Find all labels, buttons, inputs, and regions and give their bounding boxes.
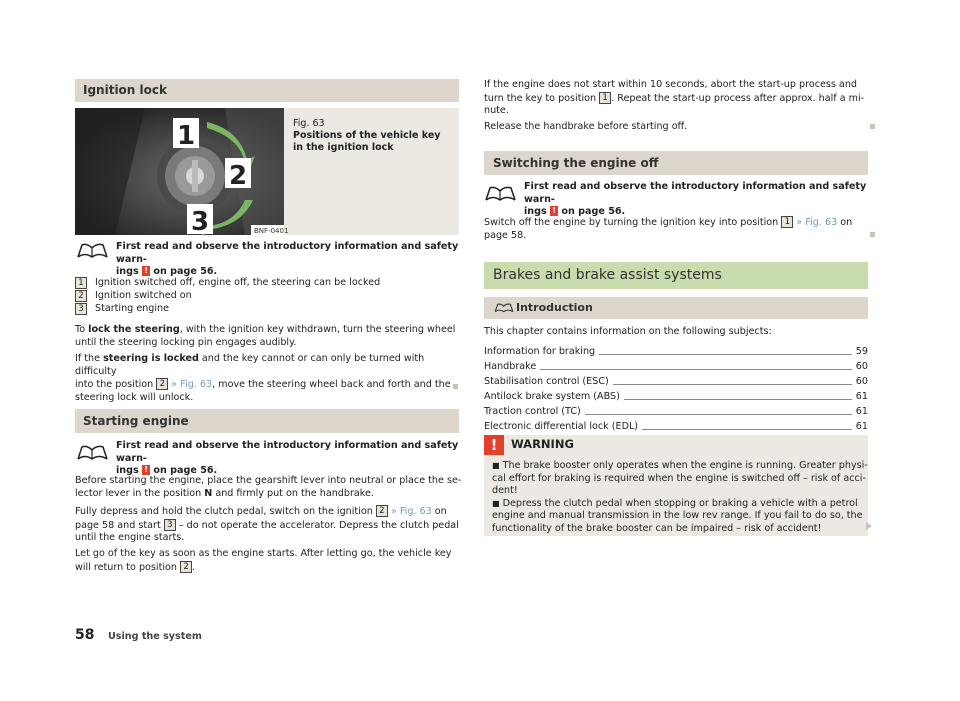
position-number: 2 [180,561,192,573]
list-text: Ignition switched off, engine off, the steering can be locked [95,277,381,288]
text: and the key cannot or can only be turned with difficulty [75,353,425,377]
bullet-icon: ■ [492,461,500,470]
paragraph-lock-steering [75,324,465,349]
text: page 58 and start [75,519,161,531]
list-item [75,277,460,290]
figure-caption [293,118,453,154]
warning-title: WARNING [511,437,574,451]
introduction-header [484,297,868,319]
photo-code: BNF-0401 [254,227,289,235]
marker-1: 1 [176,121,196,151]
list-item [75,303,460,316]
text: lector lever in the position [75,487,205,499]
toc-item[interactable] [484,418,868,433]
toc-label: Electronic differential lock (EDL) [484,421,639,432]
text-bold: N [204,487,213,499]
toc-label: Handbrake [484,361,537,372]
text: Let go of the key as soon as the engine starts. After letting go, the vehicle key [75,548,452,559]
text: . [192,561,196,573]
toc-leader [585,414,852,415]
text: cal effort for braking is required when the engine is switched off – risk of acci- [492,472,866,484]
text: – do not operate the accelerator. Depress the clutch pedal [175,519,459,531]
figure-link[interactable]: » Fig. 63 [390,506,432,517]
toc-leader [613,384,852,385]
section-title-starting-engine: Starting engine [75,409,459,433]
paragraph-start-procedure [75,505,465,545]
warning-bullets [492,460,868,535]
text: Depress the clutch pedal when stopping or braking a vehicle with a petrol [502,497,858,509]
warning-icon: ! [550,206,558,216]
position-number: 2 [156,378,168,390]
key-position-list [75,277,460,316]
toc-page: 61 [855,391,868,402]
position-number: 1 [781,216,793,228]
paragraph-before-starting [75,475,465,500]
toc-leader [642,429,852,430]
figure-link[interactable]: » Fig. 63 [796,217,838,228]
end-marker [870,232,875,237]
paragraph-let-go-key [75,548,465,574]
toc-item[interactable] [484,343,868,358]
position-number: 2 [376,505,388,517]
toc-leader [540,369,851,370]
figure-link[interactable]: » Fig. 63 [171,379,213,390]
text: functionality of the brake booster can be impaired – risk of accident! [492,522,822,534]
continue-arrow-icon [866,522,872,530]
text: If the engine does not start within 10 seconds, abort the start-up process and [484,79,857,90]
text: The brake booster only operates when the engine is running. Greater physi- [502,460,868,471]
toc-leader [599,354,852,355]
intro-note-1-page-ref[interactable]: on page 56. [153,266,218,277]
toc-page: 61 [855,421,868,432]
section-title-switching-off: Switching the engine off [484,151,868,175]
text: , move the steering wheel back and forth and the [212,379,451,390]
toc-item[interactable] [484,403,868,418]
book-icon [76,444,109,462]
intro-note-3-line1: First read and observe the introductory information and safety warn- [524,181,867,205]
list-text: Starting engine [95,303,170,314]
warning-icon: ! [142,266,150,276]
paragraph-unlock-steering [75,353,465,404]
toc-label: Information for braking [484,346,596,357]
intro-note-3-page-ref[interactable]: on page 56. [561,206,626,217]
toc-item[interactable] [484,388,868,403]
bullet-icon: ■ [492,498,500,508]
end-marker [453,384,458,389]
intro-note-1 [116,241,461,279]
text: To [75,324,89,335]
intro-note-2-ings: ings [116,465,139,476]
text-bold: lock the steering [88,324,180,335]
text: nute. [484,105,509,116]
intro-note-1-line1: First read and observe the introductory information and safety warn- [116,241,459,265]
toc-page: 59 [855,346,868,357]
toc-leader [624,399,852,400]
book-icon [494,302,514,314]
page-number: 58 [75,627,95,643]
ignition-lock-photo [75,108,289,237]
book-icon [76,242,109,260]
intro-note-2-line1: First read and observe the introductory information and safety warn- [116,440,459,464]
warning-bullet-2 [492,498,868,536]
book-icon [484,185,517,203]
intro-note-2-page-ref[interactable]: on page 56. [153,465,218,476]
paragraph-release-handbrake: Release the handbrake before starting off. [484,121,688,132]
warning-icon: ! [484,435,504,455]
footer-title: Using the system [108,631,202,642]
text: . Repeat the start-up process after approx. half a mi- [611,92,865,104]
text: and firmly put on the handbrake. [212,487,374,499]
intro-note-1-ings: ings [116,266,139,277]
text: steering lock will unlock. [75,391,194,403]
text: , with the ignition key withdrawn, turn the steering wheel [179,324,456,335]
list-number: 1 [75,277,87,289]
toc-label: Antilock brake system (ABS) [484,391,620,402]
text: If the [75,353,104,364]
introduction-text: This chapter contains information on the following subjects: [484,326,772,337]
text: page 58. [484,229,527,241]
section-title-ignition-lock: Ignition lock [75,79,459,102]
list-number: 2 [75,290,87,302]
toc-list [484,343,868,433]
intro-note-2 [116,440,461,478]
warning-icon: ! [142,465,150,475]
chapter-title: Brakes and brake assist systems [484,262,868,289]
text: Before starting the engine, place the gearshift lever into neutral or place the se- [75,475,462,486]
position-number: 3 [164,519,176,531]
toc-page: 60 [855,361,868,372]
paragraph-abort-start [484,79,874,118]
paragraph-switch-off [484,216,874,242]
warning-bullet-1 [492,460,868,498]
text: on [837,217,853,228]
intro-note-3-ings: ings [524,206,547,217]
toc-page: 61 [855,406,868,417]
text: into the position [75,379,154,390]
marker-2: 2 [228,161,248,191]
list-text: Ignition switched on [95,290,192,301]
end-marker [870,124,875,129]
text: engine and manual transmission in the low rev range. If you fail to do so, the [492,510,863,521]
text: Fully depress and hold the clutch pedal, switch on the ignition [75,506,373,517]
text: until the engine starts. [75,532,185,543]
text: will return to position [75,561,177,573]
text: Switch off the engine by turning the ignition key into position [484,217,779,228]
text: until the steering locking pin engages audibly. [75,336,297,348]
text: dent! [492,485,518,496]
text: turn the key to position [484,92,597,104]
toc-item[interactable] [484,358,868,373]
toc-item[interactable] [484,373,868,388]
introduction-title: Introduction [516,301,593,314]
marker-3: 3 [190,207,210,237]
text-bold: steering is locked [103,353,199,364]
toc-label: Traction control (TC) [484,406,581,417]
list-item [75,290,460,303]
position-number: 1 [599,92,611,104]
intro-note-3 [524,181,869,219]
toc-label: Stabilisation control (ESC) [484,376,609,387]
text: on [431,506,447,517]
list-number: 3 [75,303,87,315]
toc-page: 60 [855,376,868,387]
figure-label: Fig. 63 [293,118,325,129]
figure-caption-text: Positions of the vehicle key in the ignition lock [293,130,441,153]
